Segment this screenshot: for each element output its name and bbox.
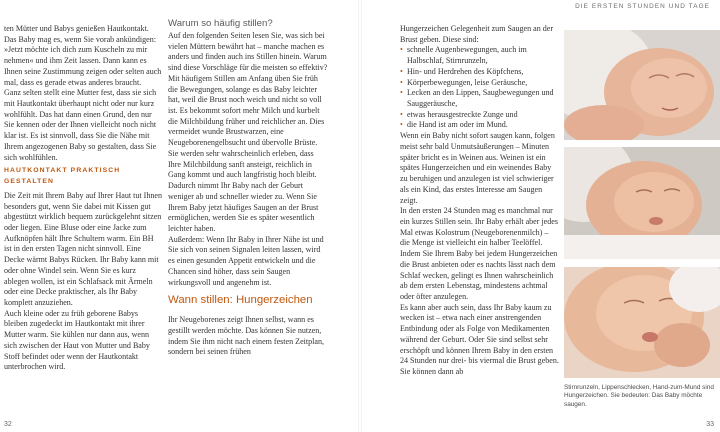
paragraph: In den ersten 24 Stunden mag es manchmal nur ein kurzes Stillen sein. Ihr Baby erhält aber jedes Mal etwas Kolostrum (Neugeborenenmilch) – die Menge ist vielleicht ein halber Teelöffel. Indem Sie Ihrem Baby bei jedem Hungerzeichen die Brust anbieten oder es nachts lässt nach dem Schlaf wecken, gelingt es Ihnen wahrscheinlich ab dem ersten Lebenstag, mindestens achtmal oder öfter anzulegen.: [400, 206, 558, 301]
page-number-left: 32: [4, 421, 12, 428]
paragraph: ten Mütter und Babys genießen Hautkontakt. Das Baby mag es, wenn Sie vorab ankündigen: »Jetzt möchte ich dich zum Kuscheln zu mir nehmen« und ihm Zeit lassen. Dann kann es Ihnen seine Zustimmung zeigen oder selten auch mal, dass es gerade etwas anderes braucht.: [4, 24, 162, 87]
paragraph: Auch kleine oder zu früh geborene Babys bleiben zugedeckt im Hautkontakt mit ihrer Mutter warm. Sie kühlen nur dann aus, wenn sich zwischen der Haut von Mutter und Baby Stoff befindet oder wenn der Hautkontakt unterbrochen wird.: [4, 308, 150, 372]
paragraph: Mit häufigem Stillen am Anfang üben Sie früh die Bewegungen, solange es das Baby leichter hat, weil die Brust noch weich und nicht so voll ist. Es bekommt sofort mehr Milch und kurbelt die Milchbildung früher und reichlicher an. Dies vermeidet wunde Brustwarzen, eine Neugeborenengelbsucht und übervolle Brüste. Sie werden sehr wahrscheinlich erleben, dass Ihre Milchbildung sanft ansteigt, reichlich in Gang kommt und auch langfristig hoch bleibt. Dadurch nimmt Ihr Baby nach der Geburt weniger ab und schneller wieder zu. Wenn Sie Ihrem Baby jetzt häufiges Saugen an der Brust ermöglichen, werden Sie es später wesentlich leichter haben.: [168, 73, 325, 233]
list-item: • Hin- und Herdrehen des Köpfchens,: [400, 67, 560, 78]
list-item: • etwas herausgestreckte Zunge und: [400, 110, 560, 121]
section-heading: HAUTKONTAKT PRAKTISCH GESTALTEN: [4, 167, 121, 186]
right-column: [400, 24, 560, 378]
paragraph: Hungerzeichen Gelegenheit zum Saugen an der Brust geben. Diese sind:: [400, 24, 554, 44]
baby-photo-3: [564, 267, 720, 378]
list-item: • die Hand ist am oder im Mund.: [400, 120, 560, 131]
list-item: • Lecken an den Lippen, Saugbewegungen und Sauggeräusche,: [400, 88, 560, 109]
gutter: [358, 0, 362, 432]
paragraph: Die Zeit mit Ihrem Baby auf Ihrer Haut tut Ihnen besonders gut, wenn Sie dabei mit Kissen gut abgestützt wirklich bequem zurückgelehnt sitzen oder liegen. Eine Bluse oder eine Jacke zum Aufknöpfen hält Ihre Schultern warm. Ein BH ist in den ersten Tagen nicht sinnvoll. Eine Decke wärmt Babys Rücken. Ihr Baby kann mit oder ohne Windel sein. Wenn Sie es kurz ablegen wollen, ist ein Schlafsack mit Ärmeln oder eine Decke praktischer, als Ihr Baby komplett anzuziehen.: [4, 190, 162, 307]
paragraph: Ganz selten stellt eine Mutter fest, dass sie sich mit Hautkontakt überhaupt nicht oder nur kurz wohlfühlt. Das hat dann einen Grund, den nur Sie kennen oder der Ihnen vielleicht noch nicht klar ist. Es ist sinnvoll, dass Sie die Nähe mit Ihrem angezogenen Baby so gestalten, dass Sie sich wohlfühlen.: [4, 88, 157, 162]
hunger-signs-list: [400, 45, 560, 131]
baby-photo-1: [564, 30, 720, 140]
paragraph: Es kann aber auch sein, dass Ihr Baby kaum zu wecken ist – etwa nach einer anstrengenden Entbindung oder als Folge von Medikamenten während der Geburt. Oder Sie sind selbst sehr erschöpft und können Ihrem Baby in den ersten 24 Stunden nur drei- bis viermal die Brust geben. Sie können dann ab: [400, 302, 559, 376]
left-column-1: [4, 24, 162, 373]
subheading-why-often: Warum so häufig stillen?: [168, 18, 273, 29]
paragraph: Ihr Neugeborenes zeigt Ihnen selbst, wann es gestillt werden möchte. Das können Sie nutzen, indem Sie ihm nicht nach einem festen Zeitplan, sondern bei seinen frühen: [168, 315, 324, 357]
paragraph: Außerdem: Wenn Ihr Baby in Ihrer Nähe ist und Sie sich von seinen Signalen leiten lassen, wird es einen gesunden Appetit entwickeln und die Chancen sind höher, dass sein Saugen wirkungsvoll und angenehm ist.: [168, 234, 324, 287]
paragraph: Wenn ein Baby nicht sofort saugen kann, folgen meist sehr bald Unmutsäußerungen – Minuten später bricht es in Weinen aus. Weinen ist ein spätes Hungerzeichen und ein weinendes Baby zu beruhigen und anzulegen ist viel schwieriger als ein Kind, das erstes Interesse am Saugen zeigt.: [400, 131, 555, 205]
subheading-hunger-signs: Wann stillen: Hungerzeichen: [168, 294, 313, 307]
running-header: DIE ERSTEN STUNDEN UND TAGE: [575, 3, 710, 10]
list-item: • Körperbewegungen, leise Geräusche,: [400, 78, 560, 89]
left-column-2: [168, 18, 328, 358]
photo-caption: Stirnrunzeln, Lippenschlecken, Hand-zum-Mund sind Hungerzeichen. Sie bedeuten: Das Baby möchte saugen.: [564, 384, 714, 408]
photo-baby-lip-licking: [564, 147, 720, 259]
paragraph: Auf den folgenden Seiten lesen Sie, was sich bei vielen Müttern bewährt hat – manche machen es anders und finden auch ins Stillen hinein. Warum sind diese Vorschläge für die meisten so effektiv?: [168, 31, 328, 73]
baby-photo-2: [564, 147, 720, 259]
photo-baby-frowning: [564, 30, 720, 140]
page-number-right: 33: [706, 421, 714, 428]
list-item: • schnelle Augenbewegungen, auch im Halbschlaf, Stirnrunzeln,: [400, 45, 560, 66]
photo-baby-hand-to-mouth: [564, 267, 720, 378]
